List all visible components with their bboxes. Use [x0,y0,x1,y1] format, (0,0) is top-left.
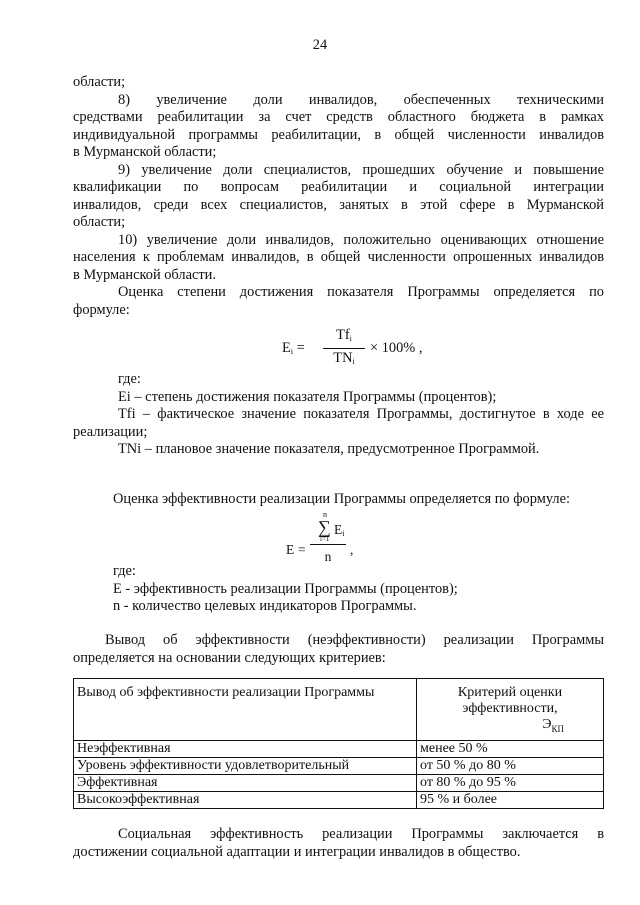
definition-e: Е - эффективность реализации Программы (процентов); [113,580,458,597]
paragraph-estimation-2: Оценка эффективности реализации Программы определяется по формуле: [113,491,570,507]
formula2-fraction [310,510,346,566]
text-block-estimation-2 [73,491,604,509]
table-row [74,792,604,809]
definition-tni: TNi – плановое значение показателя, предусмотренное Программой. [118,441,540,457]
formula1-numerator: $Tf_i$ [323,326,365,349]
table-header-row [74,679,604,741]
text-block-definitions-2 [73,563,604,616]
paragraph-item-10: 10) увеличение доли инвалидов, положительно оценивающих отношение населения к проблемам инвалидов, в общей численности опрошенных инвалидов в Мурманской области. [73,231,604,283]
formula2-comma: , [350,542,354,557]
sum-lower-limit: i=1 [320,535,330,543]
table-row [74,758,604,775]
definition-tfi: Tfi – фактическое значение показателя Программы, достигнутое в ходе ее реализации; [73,406,604,440]
paragraph-continuation: области; [73,74,126,90]
paragraph-social-efficiency: Социальная эффективность реализации Программы заключается в достижении социальной адаптации и интеграции инвалидов в общество. [73,826,604,860]
paragraph-estimation-1: Оценка степени достижения показателя Программы определяется по формуле: [73,284,604,318]
row-conclusion: Неэффективная [74,741,417,758]
formula1-lhs: $E_i$ = [282,340,305,356]
definition-ei: Ei – степень достижения показателя Программы (процентов); [118,388,497,405]
row-conclusion: Высокоэффективная [74,792,417,809]
text-block-top [73,74,604,319]
sum-term: $E_i$ [334,522,345,538]
row-criterion: от 50 % до 80 % [417,758,604,775]
paragraph-conclusion: Вывод об эффективности (неэффективности) реализации Программы определяется на основании следующих критериев: [73,632,604,666]
row-criterion: 95 % и более [417,792,604,809]
paragraph-item-9: 9) увеличение доли специалистов, прошедших обучение и повышение квалификации по вопросам реабилитации и социальной интеграции инвалидов, среди всех специалистов, занятых в этой сфере в Мурманской области; [73,161,604,230]
row-conclusion: Уровень эффективности удовлетворительный [74,758,417,775]
paragraph-item-8: 8) увеличение доли инвалидов, обеспеченных техническими средствами реабилитации за счет средств областного бюджета в рамках индивидуальной программы реабилитации, в общей численности инвалидов в Мурманской области; [73,91,604,160]
definition-n: n - количество целевых индикаторов Программы. [113,598,417,614]
text-block-social [73,826,604,861]
sum-upper-limit: n [323,510,327,519]
table-row [74,741,604,758]
where-label-1: где: [118,371,141,387]
row-criterion: от 80 % до 95 % [417,775,604,792]
formula2-lhs: E [286,542,295,557]
formula2-sum [310,510,346,545]
row-criterion: менее 50 % [417,741,604,758]
header-conclusion: Вывод об эффективности реализации Программы [74,679,417,741]
formula-indicator-achievement [282,326,432,370]
formula1-fraction [323,326,365,371]
formula2-denominator: n [324,549,332,564]
text-block-conclusion [73,632,604,667]
formula2-equals: = [298,542,306,557]
efficiency-symbol: $Э_{КП}$ [542,717,564,734]
page-number: 24 [312,37,328,53]
header-criterion: Критерий оценки эффективности, $Э_{КП}$ [417,679,604,741]
criteria-table [73,678,604,809]
formula-program-efficiency [286,510,376,568]
formula1-denominator: $TN_i$ [333,350,355,366]
where-label-2: где: [113,563,136,579]
formula1-multiplier: × 100% , [370,340,423,356]
text-block-definitions-1 [73,371,604,459]
row-conclusion: Эффективная [74,775,417,792]
table-row [74,775,604,792]
sigma-icon: ∑ [318,517,331,537]
